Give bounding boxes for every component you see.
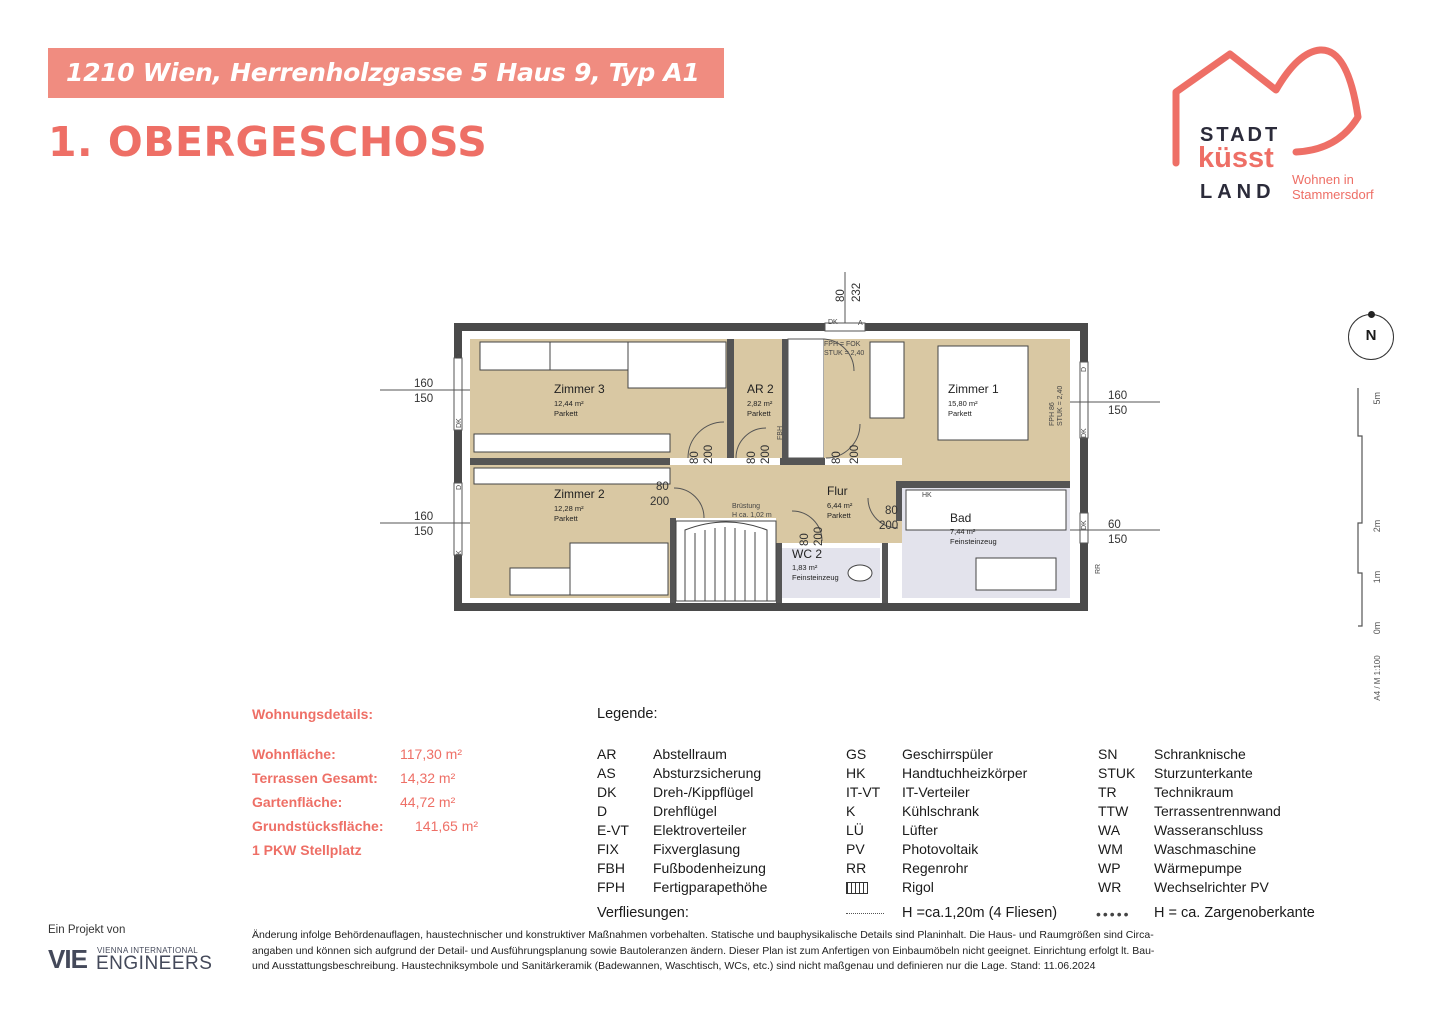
room-zimmer1-name: Zimmer 1 <box>948 382 999 396</box>
detail-value-terrassen: 14,32 m² <box>400 770 456 786</box>
room-zimmer1-area: 15,80 m² <box>948 399 978 408</box>
detail-label-grundstueck: Grundstücksfläche: <box>252 818 384 834</box>
vie-logo <box>48 944 213 974</box>
dim-rt-b: 150 <box>1108 405 1128 417</box>
fph-right: FPH 86 <box>1049 402 1056 426</box>
tiling-height-2: H = ca. Zargenoberkante <box>1154 905 1315 921</box>
legend-text: Sturzunterkante <box>1154 765 1253 781</box>
room-bad-name: Bad <box>950 511 972 525</box>
legend-text: Regenrohr <box>902 860 969 876</box>
detail-label-wohnflaeche: Wohnfläche: <box>252 746 336 762</box>
logo-tagline-1: Wohnen in <box>1292 172 1354 187</box>
legend-abbr: IT-VT <box>846 784 881 800</box>
dk-left-1: DK <box>456 418 463 428</box>
legend-text: Schranknische <box>1154 746 1246 762</box>
legend-abbr: WR <box>1098 879 1122 895</box>
vie-mark: VIE <box>48 944 87 974</box>
dim-rb-b: 150 <box>1108 534 1128 546</box>
compass-dot-icon <box>1368 311 1375 318</box>
legend-text: Geschirrspüler <box>902 746 994 762</box>
hk-label: HK <box>922 492 932 499</box>
fbh-label: FBH <box>777 426 784 440</box>
legend-abbr: FPH <box>597 879 625 895</box>
scale-1m: 1m <box>1372 570 1382 584</box>
scale-bar <box>1350 378 1390 708</box>
door-4-w: 80 <box>656 481 669 493</box>
parking-label: 1 PKW Stellplatz <box>252 842 362 858</box>
legend-abbr: TTW <box>1098 803 1129 819</box>
dim-lb-b: 150 <box>414 526 434 538</box>
legend-text: Dreh-/Kippflügel <box>653 784 754 800</box>
door-1-h: 200 <box>703 444 715 464</box>
vie-small: VIENNA INTERNATIONAL <box>97 946 198 955</box>
disclaimer-line-3: und Ausstattungsbeschreibung. Haustechniksymbole und Sanitärkeramik (Badewannen, Waschtisch, WCs, etc.) sind nicht maßgenau und definieren nur die Lage. Stand: 11.06.2024 <box>252 960 1096 972</box>
dim-top-1: 80 <box>835 289 847 302</box>
door-1-w: 80 <box>689 451 701 464</box>
project-label: Ein Projekt von <box>48 924 126 936</box>
legend-text: Fixverglasung <box>653 841 741 857</box>
legend-text: IT-Verteiler <box>902 784 970 800</box>
compass-label: N <box>1365 327 1377 344</box>
tiling-height-1: H =ca.1,20m (4 Fliesen) <box>902 905 1058 921</box>
room-flur-area: 6,44 m² <box>827 501 853 510</box>
legend-text: Photovoltaik <box>902 841 979 857</box>
door-6-h: 200 <box>813 526 825 546</box>
legend-abbr: K <box>846 803 856 819</box>
legend-text: Lüfter <box>902 822 938 838</box>
legend-abbr: TR <box>1098 784 1117 800</box>
legend-text: Fußbodenheizung <box>653 860 766 876</box>
details-heading: Wohnungsdetails: <box>252 706 374 722</box>
logo-land: LAND <box>1200 181 1276 203</box>
legend-abbr: HK <box>846 765 866 781</box>
logo-kuesst: küsst <box>1198 142 1274 174</box>
room-zimmer2-area: 12,28 m² <box>554 504 584 513</box>
bruestung: Brüstung <box>732 503 761 510</box>
room-ar2-floor: Parkett <box>747 409 771 418</box>
rigol-icon <box>846 882 868 894</box>
room-zimmer3-name: Zimmer 3 <box>554 382 605 396</box>
door-4-h: 200 <box>650 496 670 508</box>
dk-right-2: DK <box>1081 520 1088 530</box>
legend-text: Rigol <box>902 879 934 895</box>
legend-text: Terrassentrennwand <box>1154 803 1281 819</box>
dim-lt-b: 150 <box>414 393 434 405</box>
door-3-h: 200 <box>849 444 861 464</box>
legend-text: Fertigparapethöhe <box>653 879 768 895</box>
scale-0m: 0m <box>1372 621 1382 635</box>
legend-text: Kühlschrank <box>902 803 980 819</box>
d-right-1: D <box>1081 366 1088 372</box>
logo-tagline <box>1292 172 1374 202</box>
floor-plan <box>370 268 1170 628</box>
room-wc2-floor: Feinsteinzeug <box>792 573 839 582</box>
legend-abbr: AR <box>597 746 617 762</box>
scale-5m: 5m <box>1372 392 1382 405</box>
tiling-dots-icon: ••••• <box>1096 906 1131 922</box>
legend-abbr: FBH <box>597 860 625 876</box>
legend-abbr: D <box>597 803 608 819</box>
room-zimmer2-floor: Parkett <box>554 514 578 523</box>
legend-text: Drehflügel <box>653 803 717 819</box>
legend-abbr: PV <box>846 841 865 857</box>
disclaimer-line-2: angaben und können sich aufgrund der Detail- und Ausführungsplanung sowie Bautoleranzen ändern. Dieser Plan ist zum Anfertigen von Einbaumöbeln nicht geeignet. Einrichtung erfolgt lt. Bau- <box>252 944 1155 957</box>
rr-label: RR <box>1095 563 1102 574</box>
stuk-right: STUK = 2,40 <box>1057 385 1064 426</box>
room-flur-name: Flur <box>827 484 848 498</box>
disclaimer-line-1: Änderung infolge Behördenauflagen, haustechnischer und konstruktiver Maßnahmen vorbehalten. Statische und bauphysikalische Details sind Planinhalt. Die Haus- und Raumgrößen sind Circa- <box>252 929 1154 941</box>
room-wc2-area: 1,83 m² <box>792 563 818 572</box>
scale-2m: 2m <box>1372 519 1382 533</box>
d-left-2: D <box>456 484 463 490</box>
logo-tagline-2: Stammersdorf <box>1292 187 1374 202</box>
room-zimmer2-name: Zimmer 2 <box>554 487 605 501</box>
legend-text: Wasseranschluss <box>1154 822 1264 838</box>
detail-label-terrassen: Terrassen Gesamt: <box>252 770 378 786</box>
legend-text: Absturzsicherung <box>653 765 762 781</box>
legend-text: Wechselrichter PV <box>1154 879 1269 895</box>
detail-label-garten: Gartenfläche: <box>252 794 343 810</box>
logo-stadt: STADT <box>1200 124 1281 146</box>
legend-text: Elektroverteiler <box>653 822 747 838</box>
fph-top: FPH = FOK <box>824 341 861 348</box>
legend-text: Abstellraum <box>653 746 727 762</box>
legend-abbr: E-VT <box>597 822 629 838</box>
legend-heading: Legende: <box>597 706 658 722</box>
door-2-h: 200 <box>760 444 772 464</box>
room-ar2-area: 2,82 m² <box>747 399 773 408</box>
legend-abbr: RR <box>846 860 867 876</box>
dim-lt-a: 160 <box>414 378 434 390</box>
door-5-h: 200 <box>879 520 899 532</box>
legend-text: Technikraum <box>1154 784 1234 800</box>
legend-abbr: STUK <box>1098 765 1136 781</box>
dk-right-1: DK <box>1081 428 1088 438</box>
dim-rt-a: 160 <box>1108 390 1128 402</box>
legend-abbr: WP <box>1098 860 1121 876</box>
dim-lb-a: 160 <box>414 511 434 523</box>
north-compass <box>1348 314 1394 360</box>
dim-rb-a: 60 <box>1108 519 1121 531</box>
bruestung-h: H ca. 1,02 m <box>732 512 772 519</box>
room-zimmer3-floor: Parkett <box>554 409 578 418</box>
address-banner <box>48 48 724 98</box>
legend-abbr: WA <box>1098 822 1121 838</box>
stuk-top: STUK = 2,40 <box>824 350 865 357</box>
door-6-w: 80 <box>799 533 811 546</box>
scale-format: A4 / M 1:100 <box>1373 655 1382 701</box>
a-top: A <box>858 320 863 327</box>
room-wc2-name: WC 2 <box>792 547 822 561</box>
dk-left-2: DK <box>456 550 463 560</box>
dim-top-2: 232 <box>851 282 863 302</box>
legend-abbr: FIX <box>597 841 619 857</box>
legend-text: Handtuchheizkörper <box>902 765 1028 781</box>
detail-value-grundstueck: 141,65 m² <box>415 818 479 834</box>
address-text: 1210 Wien, Herrenholzgasse 5 Haus 9, Typ A1 <box>66 58 700 87</box>
disclaimer <box>252 928 1327 975</box>
legend-text: Wärmepumpe <box>1154 860 1242 876</box>
room-flur-floor: Parkett <box>827 511 851 520</box>
door-5-w: 80 <box>885 505 898 517</box>
legend-abbr: LÜ <box>846 822 864 838</box>
legend-text: Waschmaschine <box>1154 841 1257 857</box>
detail-value-wohnflaeche: 117,30 m² <box>400 746 462 762</box>
legend-abbr: GS <box>846 746 867 762</box>
d-left-1: D <box>456 353 463 359</box>
room-zimmer3-area: 12,44 m² <box>554 399 584 408</box>
dk-top: DK <box>828 319 838 326</box>
tiling-dotted-line-icon <box>846 913 884 914</box>
legend-abbr: AS <box>597 765 616 781</box>
room-bad-area: 7,44 m² <box>950 527 976 536</box>
room-bad-floor: Feinsteinzeug <box>950 537 997 546</box>
legend-abbr: WM <box>1098 841 1123 857</box>
door-2-w: 80 <box>746 451 758 464</box>
room-zimmer1-floor: Parkett <box>948 409 972 418</box>
detail-value-garten: 44,72 m² <box>400 794 456 810</box>
room-ar2-name: AR 2 <box>747 382 774 396</box>
legend-abbr: DK <box>597 784 617 800</box>
tiling-label: Verfliesungen: <box>597 905 689 921</box>
floor-title: 1. OBERGESCHOSS <box>48 118 488 166</box>
vie-big: ENGINEERS <box>96 953 213 974</box>
legend-abbr: SN <box>1098 746 1118 762</box>
door-3-w: 80 <box>831 451 843 464</box>
stadt-kuesst-land-logo <box>1168 42 1408 212</box>
